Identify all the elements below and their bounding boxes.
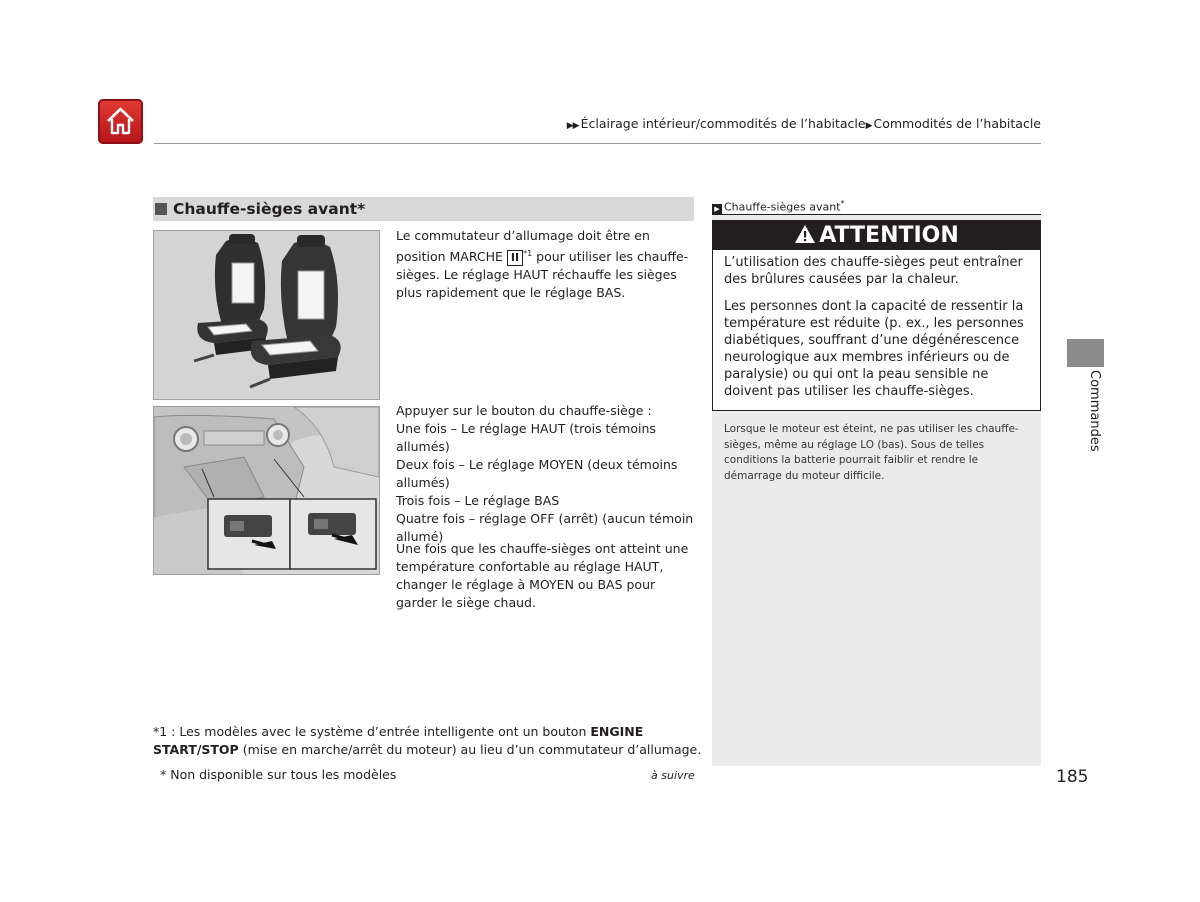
caution-sensitivity-text: Les personnes dont la capacité de ressentir la température est réduite (p. ex., les personnes diabétiques, souffrant d’une dégénérescence neurologique aux membres inférieurs ou de paralysie) ou qui ont la peau sensible ne doivent pas utiliser les chauffe-sièges.	[724, 299, 1024, 399]
sidebar-reference-title	[712, 196, 1041, 215]
chapter-tab-label[interactable]: Commandes	[1087, 370, 1102, 452]
instruction-line: Quatre fois – réglage OFF (arrêt) (aucun témoin allumé)	[396, 511, 694, 544]
breadcrumb-current: Commodités de l’habitacle	[873, 116, 1041, 131]
home-button[interactable]	[98, 99, 143, 144]
breadcrumb	[567, 116, 1041, 131]
breadcrumb-link-lighting[interactable]: Éclairage intérieur/commodités de l’habitacle	[580, 116, 866, 131]
caution-burn-text: L’utilisation des chauffe-sièges peut entraîner des brûlures causées par la chaleur.	[724, 255, 1023, 287]
heading-square-icon	[155, 203, 167, 215]
footnote-engine-button-label: ENGINE START/STOP	[153, 724, 644, 757]
chapter-tab-marker[interactable]	[1067, 339, 1104, 367]
instruction-line: Une fois – Le réglage HAUT (trois témoins allumés)	[396, 421, 656, 454]
front-seats-illustration	[153, 230, 380, 400]
header-divider	[154, 143, 1041, 144]
comfort-paragraph: Une fois que les chauffe-sièges ont atteint une température confortable au réglage HAUT, changer le réglage à MOYEN ou BAS pour garder le siège chaud.	[396, 541, 689, 610]
breadcrumb-arrow-icon: ▶▶	[566, 121, 579, 131]
section-heading	[153, 197, 694, 221]
reference-asterisk: *	[840, 199, 845, 208]
footnote-ref: *1	[523, 249, 533, 258]
ignition-paragraph	[396, 227, 696, 302]
footnote-availability: * Non disponible sur tous les modèles	[160, 767, 397, 782]
ignition-position-key: II	[507, 250, 523, 266]
reference-arrow-icon: ▶	[712, 204, 722, 214]
instruction-line: Appuyer sur le bouton du chauffe-siège :	[396, 403, 652, 418]
continued-label: à suivre	[651, 769, 695, 782]
page-number: 185	[1056, 767, 1089, 787]
reference-title-text: Chauffe-sièges avant	[724, 200, 841, 214]
section-title: Chauffe-sièges avant*	[173, 200, 366, 218]
ignition-text-part1: Le commutateur d’allumage doit être en position MARCHE	[396, 228, 650, 265]
center-console-illustration	[153, 406, 380, 575]
instruction-line: Trois fois – Le réglage BAS	[396, 493, 560, 508]
breadcrumb-arrow-icon: ▶	[865, 121, 872, 131]
battery-note: Lorsque le moteur est éteint, ne pas utiliser les chauffe-sièges, même au réglage LO (bas). Sous de telles conditions la batterie pourrait faiblir et rendre le démarrage du moteur difficile.	[724, 423, 1019, 482]
footnote-text-part2: (mise en marche/arrêt du moteur) au lieu d’un commutateur d’allumage.	[242, 742, 702, 757]
caution-header	[713, 221, 1040, 250]
warning-triangle-icon	[794, 224, 816, 244]
instruction-line: Deux fois – Le réglage MOYEN (deux témoins allumés)	[396, 457, 678, 490]
caution-title: ATTENTION	[819, 223, 959, 248]
ignition-text-part2: pour utiliser les chauffe-sièges. Le réglage HAUT réchauffe les sièges plus rapidement que le réglage BAS.	[396, 249, 689, 301]
footnote-text-part1: *1 : Les modèles avec le système d’entrée intelligente ont un bouton	[153, 724, 587, 739]
button-press-instructions	[396, 402, 696, 546]
footnote-smart-entry	[153, 723, 713, 759]
home-icon	[104, 105, 137, 138]
